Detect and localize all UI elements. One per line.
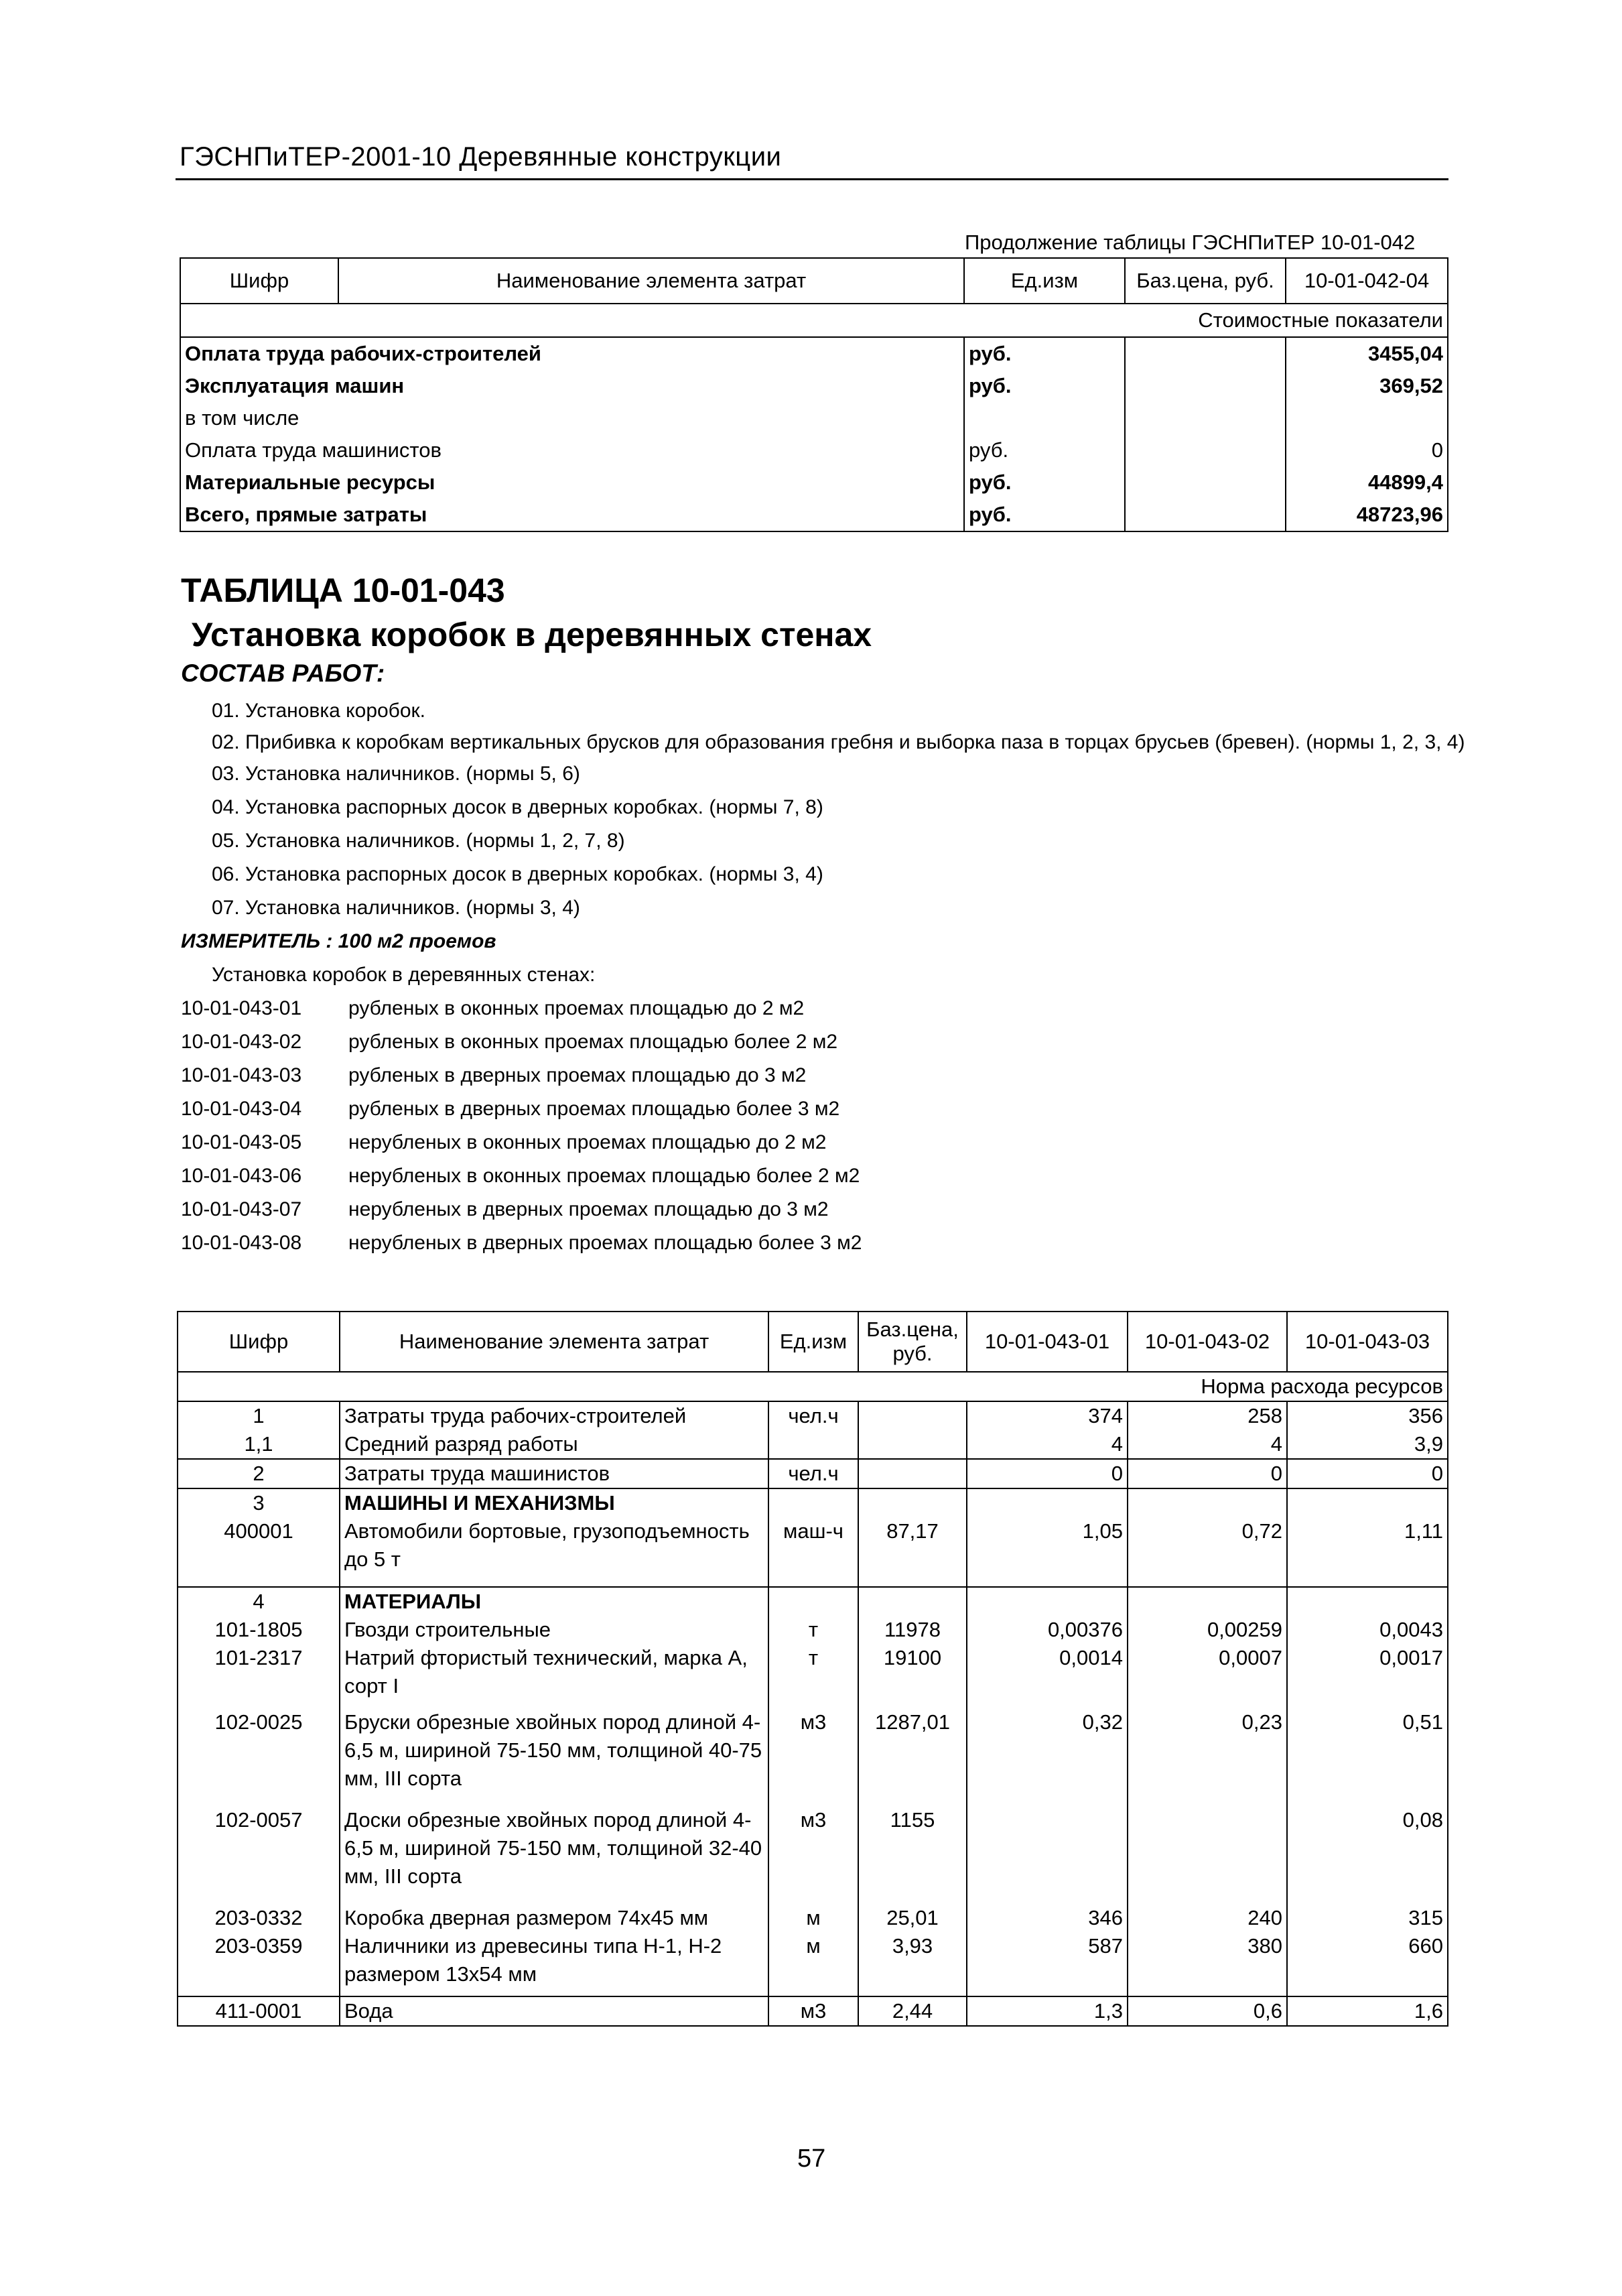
table-row: 102-0025 Бруски обрезные хвойных пород длиной 4-6,5 м, шириной 75-150 мм, толщиной 40-75 мм, III сорта м3 1287,01 0,32 0,23 0,51: [178, 1708, 1448, 1806]
list-item: 02. Прибивка к коробкам вертикальных брусков для образования гребня и выборка паза в торцах брусьев (бревен). (нормы 1, 2, 3, 4): [212, 731, 1465, 753]
resources-table: [177, 1311, 1448, 2027]
page-header-title: ГЭСНПиТЕР-2001-10 Деревянные конструкции: [180, 142, 782, 172]
norm-item: 10-01-043-05 нерубленых в оконных проемах площадью до 2 м2: [181, 1131, 827, 1153]
subheader: Норма расхода ресурсов: [178, 1372, 1448, 1401]
continuation-caption: Продолжение таблицы ГЭСНПиТЕР 10-01-042: [965, 231, 1416, 254]
col-unit: Ед.изм: [768, 1312, 858, 1372]
table-row: 1,1 Средний разряд работы 4 4 3,9: [178, 1430, 1448, 1459]
list-item: 04. Установка распорных досок в дверных коробках. (нормы 7, 8): [212, 796, 823, 818]
table-row: в том числе: [180, 402, 1448, 434]
col-price: Баз.цена, руб.: [1125, 258, 1286, 304]
header-rule: [176, 178, 1448, 180]
table-title: Установка коробок в деревянных стенах: [192, 616, 872, 653]
table-row: 411-0001 Вода м3 2,44 1,3 0,6 1,6: [178, 1996, 1448, 2026]
norm-item: 10-01-043-01 рубленых в оконных проемах площадью до 2 м2: [181, 997, 805, 1019]
col-norm-2: 10-01-043-02: [1128, 1312, 1287, 1372]
table-row: 3 МАШИНЫ И МЕХАНИЗМЫ: [178, 1488, 1448, 1517]
table-row: Материальные ресурсы руб. 44899,4: [180, 466, 1448, 499]
table-row: 101-2317 Натрий фтористый технический, марка А, сорт I т 19100 0,0014 0,0007 0,0017: [178, 1644, 1448, 1708]
table-row: 203-0359 Наличники из древесины типа Н-1, Н-2 размером 13х54 мм м 3,93 587 380 660: [178, 1932, 1448, 1996]
norms-intro: Установка коробок в деревянных стенах:: [212, 964, 596, 986]
table-row: Оплата труда машинистов руб. 0: [180, 434, 1448, 466]
col-name: Наименование элемента затрат: [340, 1312, 768, 1372]
norm-item: 10-01-043-08 нерубленых в дверных проемах площадью более 3 м2: [181, 1232, 862, 1254]
composition-label: СОСТАВ РАБОТ:: [181, 659, 385, 687]
table-row: 1 Затраты труда рабочих-строителей чел.ч 374 258 356: [178, 1401, 1448, 1430]
page-number: 57: [797, 2145, 826, 2173]
list-item: 05. Установка наличников. (нормы 1, 2, 7, 8): [212, 830, 625, 852]
continuation-table: [180, 257, 1448, 532]
norm-item: 10-01-043-04 рубленых в дверных проемах площадью более 3 м2: [181, 1098, 840, 1120]
list-item: 01. Установка коробок.: [212, 700, 426, 722]
table-row: 203-0332 Коробка дверная размером 74х45 мм м 25,01 346 240 315: [178, 1904, 1448, 1932]
col-unit: Ед.изм: [964, 258, 1125, 304]
col-name: Наименование элемента затрат: [338, 258, 964, 304]
col-price: Баз.цена, руб.: [858, 1312, 967, 1372]
col-code: Шифр: [180, 258, 338, 304]
list-item: 06. Установка распорных досок в дверных коробках. (нормы 3, 4): [212, 863, 823, 885]
table-heading: ТАБЛИЦА 10-01-043: [181, 572, 505, 609]
norm-item: 10-01-043-02 рубленых в оконных проемах площадью более 2 м2: [181, 1031, 838, 1053]
norm-item: 10-01-043-07 нерубленых в дверных проемах площадью до 3 м2: [181, 1198, 829, 1220]
table-row: 2 Затраты труда машинистов чел.ч 0 0 0: [178, 1459, 1448, 1488]
col-norm-1: 10-01-043-01: [967, 1312, 1128, 1372]
norm-item: 10-01-043-03 рубленых в дверных проемах площадью до 3 м2: [181, 1064, 807, 1086]
list-item: 03. Установка наличников. (нормы 5, 6): [212, 763, 580, 785]
table-row: 400001 Автомобили бортовые, грузоподъемность до 5 т маш-ч 87,17 1,05 0,72 1,11: [178, 1517, 1448, 1587]
table-row: 101-1805 Гвозди строительные т 11978 0,00376 0,00259 0,0043: [178, 1616, 1448, 1644]
work-list: [181, 694, 1481, 1260]
table-row: 4 МАТЕРИАЛЫ: [178, 1587, 1448, 1616]
col-norm-3: 10-01-043-03: [1287, 1312, 1448, 1372]
norm-item: 10-01-043-06 нерубленых в оконных проемах площадью более 2 м2: [181, 1165, 860, 1187]
table-row: 102-0057 Доски обрезные хвойных пород длиной 4-6,5 м, шириной 75-150 мм, толщиной 32-40 мм, III сорта м3 1155 0,08: [178, 1806, 1448, 1904]
col-norm: 10-01-042-04: [1286, 258, 1448, 304]
col-code: Шифр: [178, 1312, 340, 1372]
subheader: Стоимостные показатели: [180, 304, 1448, 337]
table-row: Оплата труда рабочих-строителей руб. 3455,04: [180, 337, 1448, 370]
list-item: 07. Установка наличников. (нормы 3, 4): [212, 897, 580, 919]
measure-unit: ИЗМЕРИТЕЛЬ : 100 м2 проемов: [181, 930, 496, 952]
table-row: Эксплуатация машин руб. 369,52: [180, 370, 1448, 402]
table-row: Всего, прямые затраты руб. 48723,96: [180, 499, 1448, 531]
